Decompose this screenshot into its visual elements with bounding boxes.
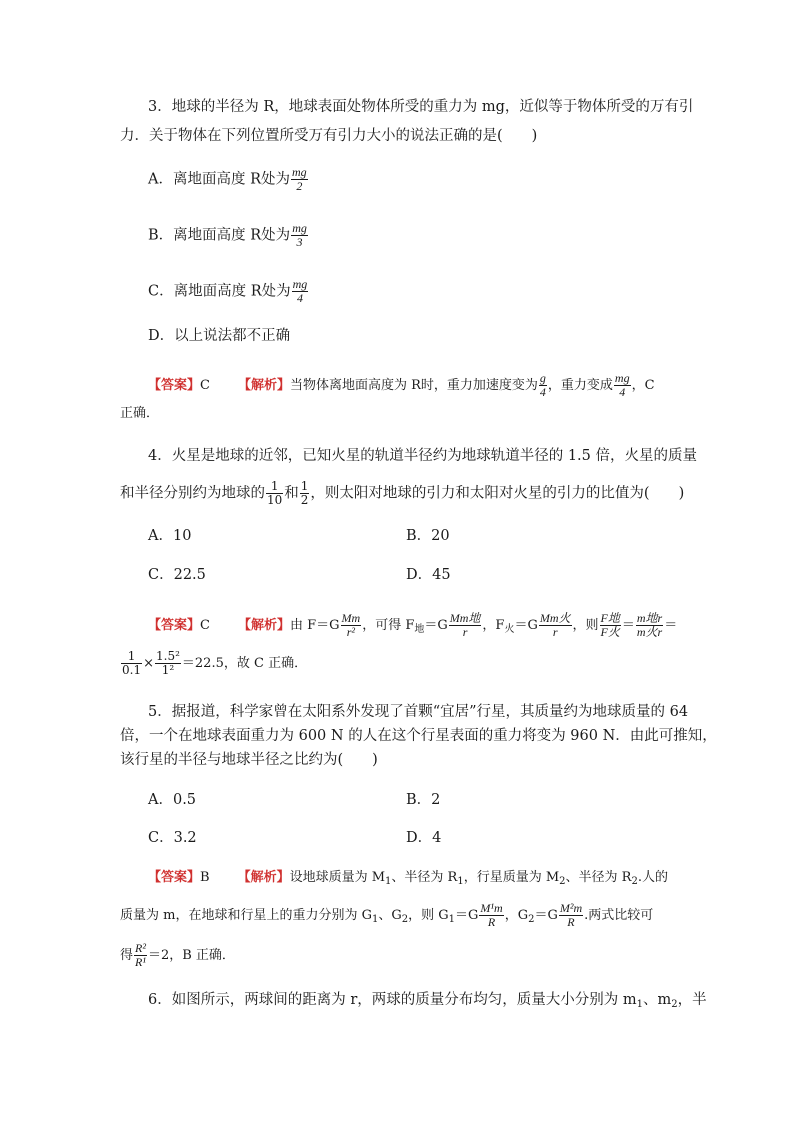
q5-answer-line2: 质量为 m，在地球和行星上的重力分别为 $G_1$、$G_2$，则 $G_1=G$ $\frac{\text{M¹m}}{R}$ ，$G_2=G$ $\frac{\text{M²m}}{R}$ .两式比较可	[120, 901, 654, 929]
q4-answer-line2: $\frac{1}{0.1}$ × $\frac{\text{1.5²}}{\text{1²}}$ ＝22.5，故 C 正确．	[122, 649, 308, 677]
q4-option-d: D．45	[406, 567, 451, 583]
q6-stem-line1: 6．如图所示，两球间的距离为 r，两球的质量分布均匀，质量大小分别为 $m_1$、$m_2$，半	[148, 992, 707, 1010]
q5-answer-line1: 【答案】B 【解析】设地球质量为 $M_1$、半径为 $R_1$，行星质量为 $M_2$、半径为 $R_2$.人的	[148, 870, 668, 887]
q3-stem-line1: 3．地球的半径为 R，地球表面处物体所受的重力为 mg，近似等于物体所受的万有引	[148, 99, 694, 115]
q4-stem-line1: 4．火星是地球的近邻，已知火星的轨道半径约为地球轨道半径的 1.5 倍，火星的质量	[148, 448, 698, 464]
q3-answer-line1: 【答案】C 【解析】当物体离地面高度为 R时，重力加速度变为 $\frac{g}{4}$ ，重力变成 $\frac{mg}{4}$ ，C	[148, 371, 655, 399]
q4-stem-line2: 和半径分别约为地球的 $\frac{1}{10}$ 和 $\frac{1}{2}$ ，则太阳对地球的引力和太阳对火星的引力的比值为( )	[120, 479, 685, 507]
q3-stem-line2: 力．关于物体在下列位置所受万有引力大小的说法正确的是( )	[120, 128, 538, 144]
q4-answer-line1: 【答案】C 【解析】由 F＝G $\frac{Mm}{\text{r²}}$ ，可得 $F_地=G$ $\frac{\text{Mm地}}{r}$ ，$F_火=G$ $\frac{\text{Mm火}}{r}$ ，则 $\frac{\text{F地}}{\text{F火}}$ ＝ $\frac{\text{m地r}}{\text{m火r}}$ ＝	[148, 611, 678, 639]
q5-answer-line3: 得 $\frac{\text{R²}}{\text{R¹}}$ ＝2，B 正确．	[120, 941, 235, 969]
q5-stem-line3: 该行星的半径与地球半径之比约为( )	[120, 752, 378, 768]
analysis-tag: 【解析】	[237, 618, 290, 633]
q3-option-a: A．离地面高度 R处为 $\frac{mg}{2}$	[148, 165, 307, 193]
analysis-tag: 【解析】	[237, 870, 290, 885]
q4-option-a: A．10	[148, 528, 192, 544]
q3-option-b: B．离地面高度 R处为 $\frac{mg}{3}$	[148, 221, 307, 249]
q4-option-c: C．22.5	[148, 567, 206, 583]
q4-option-b: B．20	[406, 528, 450, 544]
q3-answer-line2: 正确．	[120, 406, 160, 421]
fraction: $\frac{mg}{2}$	[292, 165, 307, 193]
q5-option-d: D．4	[406, 830, 442, 846]
fraction: $\frac{mg}{3}$	[292, 221, 307, 249]
answer-tag: 【答案】	[148, 378, 201, 393]
answer-tag: 【答案】	[148, 618, 201, 633]
q3-option-c: C．离地面高度 R处为 $\frac{mg}{4}$	[148, 277, 308, 305]
fraction: $\frac{mg}{4}$	[292, 277, 308, 305]
q5-stem-line1: 5．据报道，科学家曾在太阳系外发现了首颗“宜居”行星，其质量约为地球质量的 64	[148, 704, 689, 720]
q5-option-c: C．3.2	[148, 830, 197, 846]
answer-tag: 【答案】	[148, 870, 201, 885]
q5-option-b: B．2	[406, 792, 441, 808]
q5-option-a: A．0.5	[148, 792, 197, 808]
analysis-tag: 【解析】	[237, 378, 290, 393]
q3-option-d: D．以上说法都不正确	[148, 328, 291, 344]
q5-stem-line2: 倍，一个在地球表面重力为 600 N 的人在这个行星表面的重力将变为 960 N．由此可推知，	[120, 728, 717, 744]
